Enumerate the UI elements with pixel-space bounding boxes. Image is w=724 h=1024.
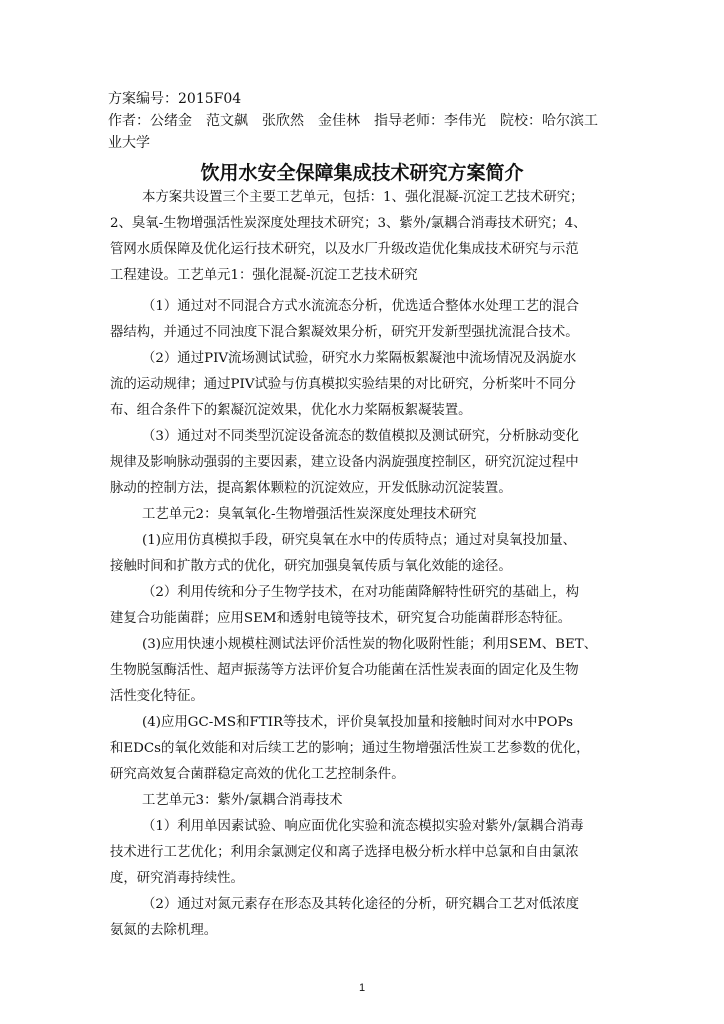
body-line: 本方案共设置三个主要工艺单元，包括：1、强化混凝-沉淀工艺技术研究； [142,190,584,205]
body-line: 技术进行工艺优化；利用余氯测定仪和离子选择电极分析水样中总氯和自由氯浓 [110,845,579,860]
body-line: 和EDCs的氧化效能和对后续工艺的影响；通过生物增强活性炭工艺参数的优化， [110,741,590,756]
body-line: 氨氮的去除机理。 [110,923,218,938]
body-line: 工艺单元3：紫外/氯耦合消毒技术 [142,793,343,808]
page-number: 1 [358,982,366,994]
body-line: （2）通过对氮元素存在形态及其转化途径的分析，研究耦合工艺对低浓度 [142,897,580,912]
body-line: 活性变化特征。 [110,689,204,704]
body-line: 2、臭氧-生物增强活性炭深度处理技术研究；3、紫外/氯耦合消毒技术研究；4、 [110,216,587,231]
plan-number: 方案编号：2015F04 [108,91,242,107]
body-line: 器结构，并通过不同浊度下混合絮凝效果分析，研究开发新型强扰流混合技术。 [110,325,579,340]
body-line: （1）通过对不同混合方式水流流态分析，优选适合整体水处理工艺的混合 [142,299,580,314]
body-line: (4)应用GC-MS和FTIR等技术，评价臭氧投加量和接触时间对水中POPs [142,715,574,730]
body-line: 度，研究消毒持续性。 [110,871,244,886]
authors-line-2: 业大学 [108,135,150,151]
body-line: (3)应用快速小规模柱测试法评价活性炭的物化吸附性能；利用SEM、BET、 [142,637,598,652]
body-line: 流的运动规律；通过PIV试验与仿真模拟实验结果的对比研究，分析桨叶不同分 [110,377,576,392]
body-line: （1）利用单因素试验、响应面优化实验和流态模拟实验对紫外/氯耦合消毒 [142,819,584,834]
body-line: （2）通过PIV流场测试试验，研究水力桨隔板絮凝池中流场情况及涡旋水 [142,351,577,366]
body-line: 规律及影响脉动强弱的主要因素，建立设备内涡旋强度控制区，研究沉淀过程中 [110,455,579,470]
body-line: （2）利用传统和分子生物学技术，在对功能菌降解特性研究的基础上，构 [142,585,580,600]
body-line: 接触时间和扩散方式的优化，研究加强臭氧传质与氧化效能的途径。 [110,559,512,574]
body-line: 工程建设。工艺单元1：强化混凝-沉淀工艺技术研究 [110,268,418,283]
body-line: 管网水质保障及优化运行技术研究，以及水厂升级改造优化集成技术研究与示范 [110,242,579,257]
body-line: 研究高效复合菌群稳定高效的优化工艺控制条件。 [110,767,405,782]
body-line: 布、组合条件下的絮凝沉淀效果，优化水力桨隔板絮凝装置。 [110,403,472,418]
body-line: （3）通过对不同类型沉淀设备流态的数值模拟及测试研究，分析脉动变化 [142,429,580,444]
body-line: 生物脱氢酶活性、超声振荡等方法评价复合功能菌在活性炭表面的固定化及生物 [110,663,579,678]
authors-line-1: 作者：公绪金 范文飙 张欣然 金佳林 指导老师：李伟光 院校：哈尔滨工 [108,113,598,129]
document-title: 饮用水安全保障集成技术研究方案简介 [200,162,524,184]
body-line: 脉动的控制方法，提高絮体颗粒的沉淀效应，开发低脉动沉淀装置。 [110,481,512,496]
body-line: (1)应用仿真模拟手段，研究臭氧在水中的传质特点；通过对臭氧投加量、 [142,533,577,548]
body-line: 工艺单元2：臭氧氧化-生物增强活性炭深度处理技术研究 [142,507,477,522]
body-line: 建复合功能菌群；应用SEM和透射电镜等技术，研究复合功能菌群形态特征。 [110,611,572,626]
